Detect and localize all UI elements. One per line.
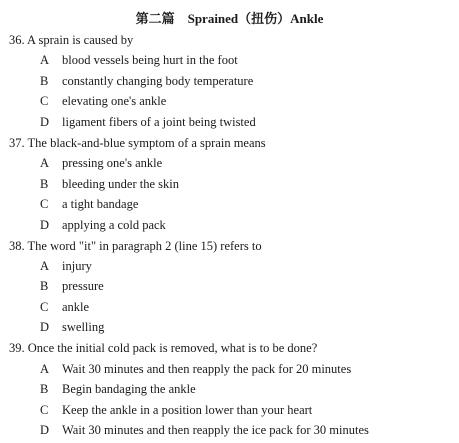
option-text: elevating one's ankle	[62, 94, 167, 108]
question-37-option-c	[40, 197, 138, 212]
question-37-option-d	[40, 218, 166, 233]
question-38-option-b	[40, 279, 104, 294]
option-letter: D	[40, 115, 50, 129]
option-letter: C	[40, 403, 49, 417]
question-39-option-c	[40, 403, 312, 418]
option-text: Wait 30 minutes and then reapply the pack for 20 minutes	[62, 362, 352, 376]
option-letter: B	[40, 382, 49, 396]
option-letter: A	[40, 259, 50, 273]
option-letter: D	[40, 423, 50, 437]
option-text: Wait 30 minutes and then reapply the ice pack for 30 minutes	[62, 423, 369, 437]
question-39-text: 39. Once the initial cold pack is removed, what is to be done?	[9, 341, 318, 355]
option-text: a tight bandage	[62, 197, 139, 211]
option-text: pressure	[62, 279, 104, 293]
question-36-text: 36. A sprain is caused by	[9, 33, 134, 47]
option-text: injury	[62, 259, 92, 273]
option-text: pressing one's ankle	[62, 156, 163, 170]
option-text: swelling	[62, 320, 105, 334]
option-text: ankle	[62, 300, 90, 314]
question-37-option-a	[40, 156, 162, 171]
option-text: constantly changing body temperature	[62, 74, 254, 88]
question-38-option-c	[40, 300, 89, 315]
question-36-option-d	[40, 115, 256, 130]
option-text: bleeding under the skin	[62, 177, 179, 191]
option-text: blood vessels being hurt in the foot	[62, 53, 238, 67]
option-letter: D	[40, 218, 50, 232]
option-letter: C	[40, 197, 49, 211]
option-text: ligament fibers of a joint being twisted	[62, 115, 256, 129]
option-text: applying a cold pack	[62, 218, 166, 232]
option-text: Begin bandaging the ankle	[62, 382, 196, 396]
question-36-option-a	[40, 53, 238, 68]
option-letter: A	[40, 156, 50, 170]
question-39-option-b	[40, 382, 196, 397]
option-letter: A	[40, 362, 50, 376]
option-letter: C	[40, 94, 49, 108]
option-text: Keep the ankle in a position lower than your heart	[62, 403, 313, 417]
question-37-option-b	[40, 177, 179, 192]
question-36-option-b	[40, 74, 253, 89]
option-letter: A	[40, 53, 50, 67]
question-38-text: 38. The word "it" in paragraph 2 (line 15) refers to	[9, 239, 262, 253]
question-38-option-a	[40, 259, 92, 274]
question-36-option-c	[40, 94, 166, 109]
question-37-text: 37. The black-and-blue symptom of a sprain means	[9, 136, 266, 150]
option-letter: C	[40, 300, 49, 314]
option-letter: B	[40, 177, 49, 191]
option-letter: D	[40, 320, 50, 334]
question-39-option-a	[40, 362, 351, 377]
option-letter: B	[40, 279, 49, 293]
question-38-option-d	[40, 320, 104, 335]
question-39-option-d	[40, 423, 369, 438]
section-title: 第二篇 Sprained（扭伤）Ankle	[135, 11, 324, 26]
option-letter: B	[40, 74, 49, 88]
